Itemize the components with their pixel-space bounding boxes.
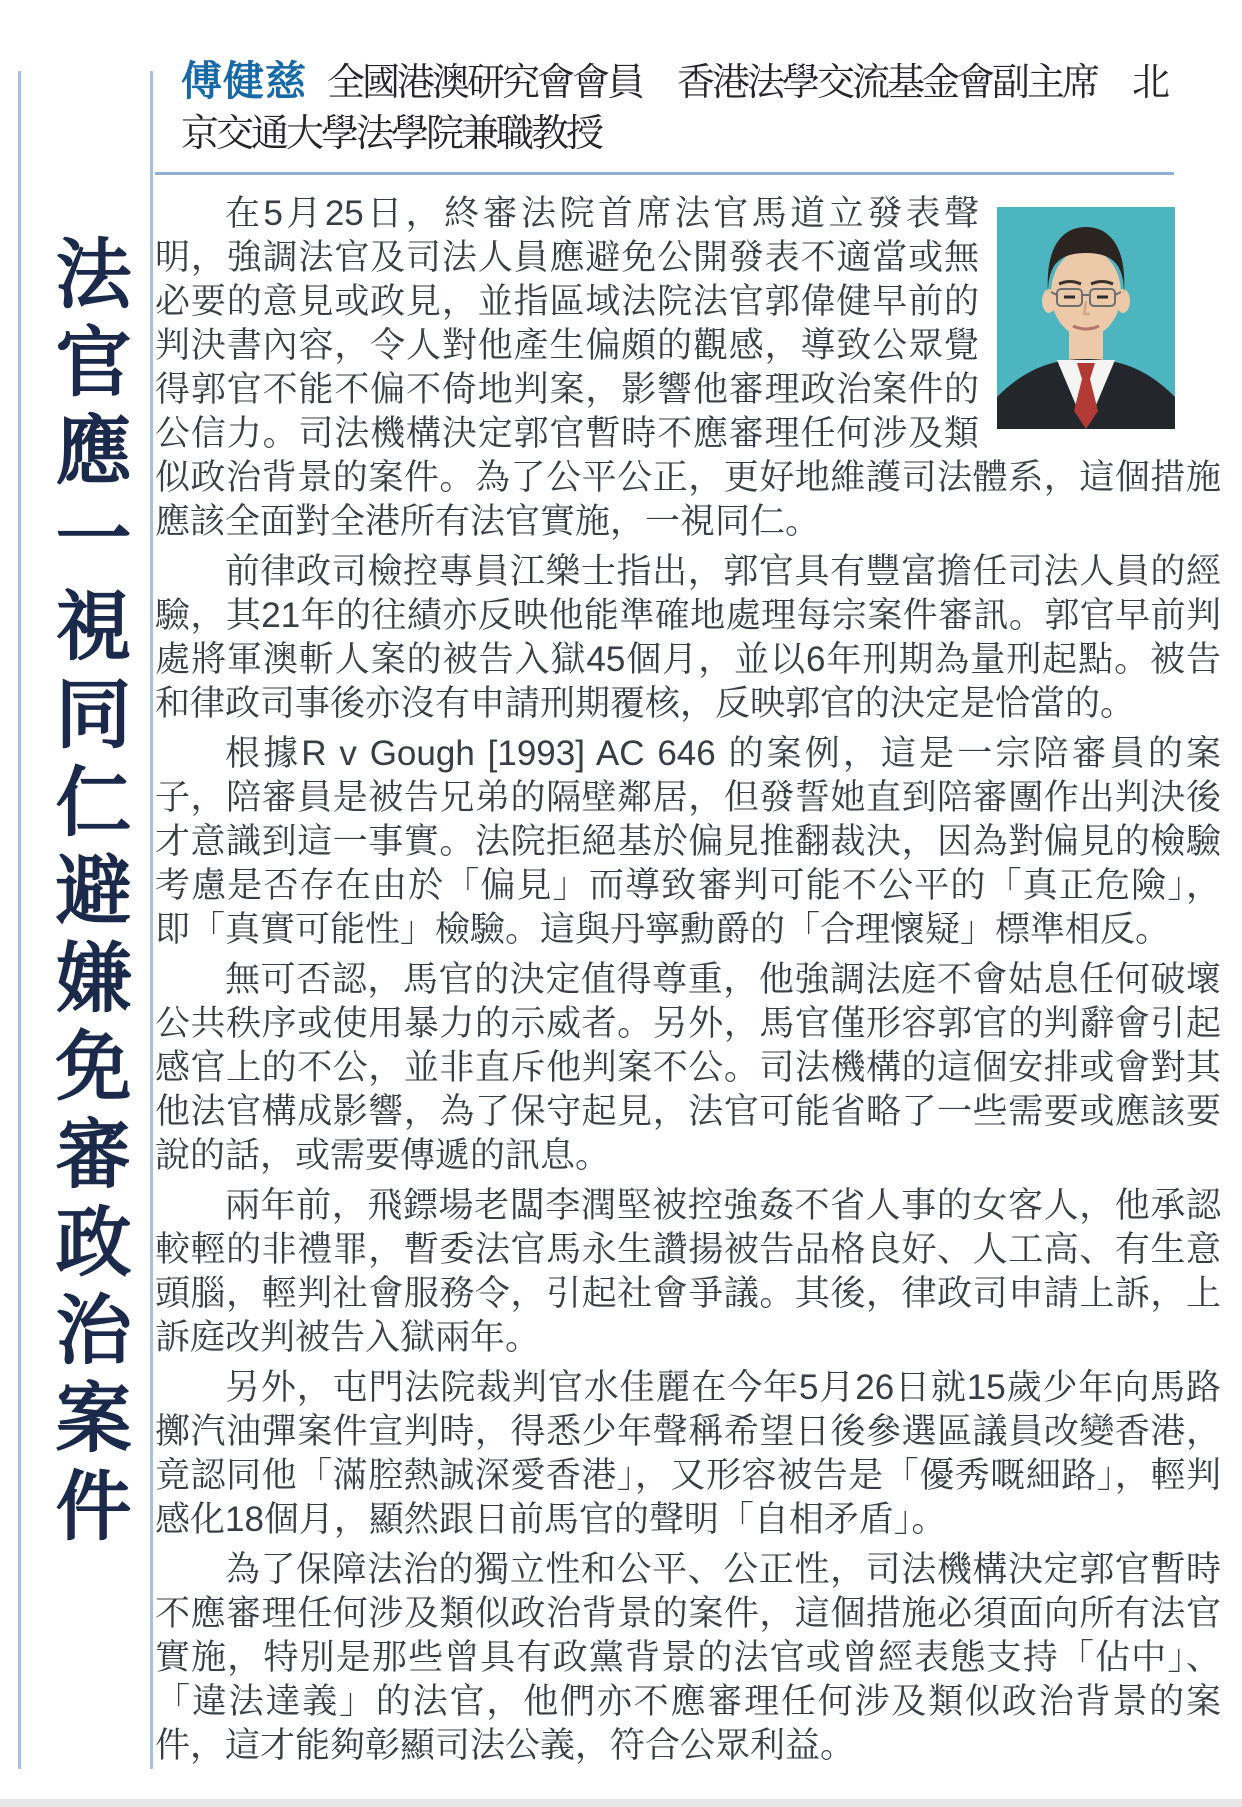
byline <box>155 56 1187 160</box>
author-name: 傅健慈 <box>181 58 307 104</box>
author-affiliations: 全國港澳研究會會員 香港法學交流基金會副主席 北京交通大學法學院兼職教授 <box>181 62 1168 155</box>
author-portrait-photo <box>997 207 1175 429</box>
face <box>1051 249 1121 337</box>
article-column <box>155 56 1221 1774</box>
paragraph-2: 前律政司檢控專員江樂士指出，郭官具有豐富擔任司法人員的經驗，其21年的往績亦反映他能準確地處理每宗案件審訊。郭官早前判處將軍澳斬人案的被告入獄45個月，並以6年刑期為量刑起點。被告和律政司事後亦沒有申請刑期覆核，反映郭官的決定是恰當的。 <box>155 552 1221 723</box>
paragraph-5: 兩年前，飛鏢場老闆李潤堅被控強姦不省人事的女客人，他承認較輕的非禮罪，暫委法官馬永生讚揚被告品格良好、人工高、有生意頭腦，輕判社會服務令，引起社會爭議。其後，律政司申請上訴，上訴庭改判被告入獄兩年。 <box>155 1186 1221 1357</box>
paragraph-6: 另外，屯門法院裁判官水佳麗在今年5月26日就15歲少年向馬路擲汽油彈案件宣判時，得悉少年聲稱希望日後參選區議員改變香港，竟認同他「滿腔熱誠深愛香港」，又形容被告是「優秀嘅細路」，輕判感化18個月，顯然跟日前馬官的聲明「自相矛盾」。 <box>155 1368 1221 1539</box>
paragraph-4: 無可否認，馬官的決定值得尊重，他強調法庭不會姑息任何破壞公共秩序或使用暴力的示威者。另外，馬官僅形容郭官的判辭會引起感官上的不公，並非直斥他判案不公。司法機構的這個安排或會對其他法官構成影響，為了保守起見，法官可能省略了一些需要或應該要說的話，或需要傳遞的訊息。 <box>155 960 1221 1175</box>
page-bottom-edge <box>0 1799 1242 1807</box>
article-body <box>155 192 1221 1768</box>
paragraph-1: 在5月25日，終審法院首席法官馬道立發表聲明，強調法官及司法人員應避免公開發表不適當或無必要的意見或政見，並指區域法院法官郭偉健早前的判決書內容，令人對他產生偏頗的觀感，導致公眾覺得郭官不能不偏不倚地判案，影響他審理政治案件的公信力。司法機構決定郭官暫時不應審理任何涉及類似政治背景的案件。為了公平公正，更好地維護司法體系，這個措施應該全面對全港所有法官實施，一視同仁。 <box>155 194 1221 541</box>
paragraph-3: 根據R v Gough [1993] AC 646 的案例，這是一宗陪審員的案子，陪審員是被告兄弟的隔壁鄰居，但發誓她直到陪審團作出判決後才意識到這一事實。法院拒絕基於偏見推翻裁決，因為對偏見的檢驗考慮是否存在由於「偏見」而導致審判可能不公平的「真正危險」，即「真實可能性」檢驗。這與丹寧勳爵的「合理懷疑」標準相反。 <box>155 734 1221 949</box>
vertical-headline: 法官應一視同仁避嫌免審政治案件 <box>44 234 128 1554</box>
byline-divider <box>155 172 1174 175</box>
paragraph-7: 為了保障法治的獨立性和公平、公正性，司法機構決定郭官暫時不應審理任何涉及類似政治背景的案件，這個措施必須面向所有法官實施，特別是那些曾具有政黨背景的法官或曾經表態支持「佔中」、「違法達義」的法官，他們亦不應審理任何涉及類似政治背景的案件，這才能夠彰顯司法公義，符合公眾利益。 <box>155 1550 1221 1765</box>
